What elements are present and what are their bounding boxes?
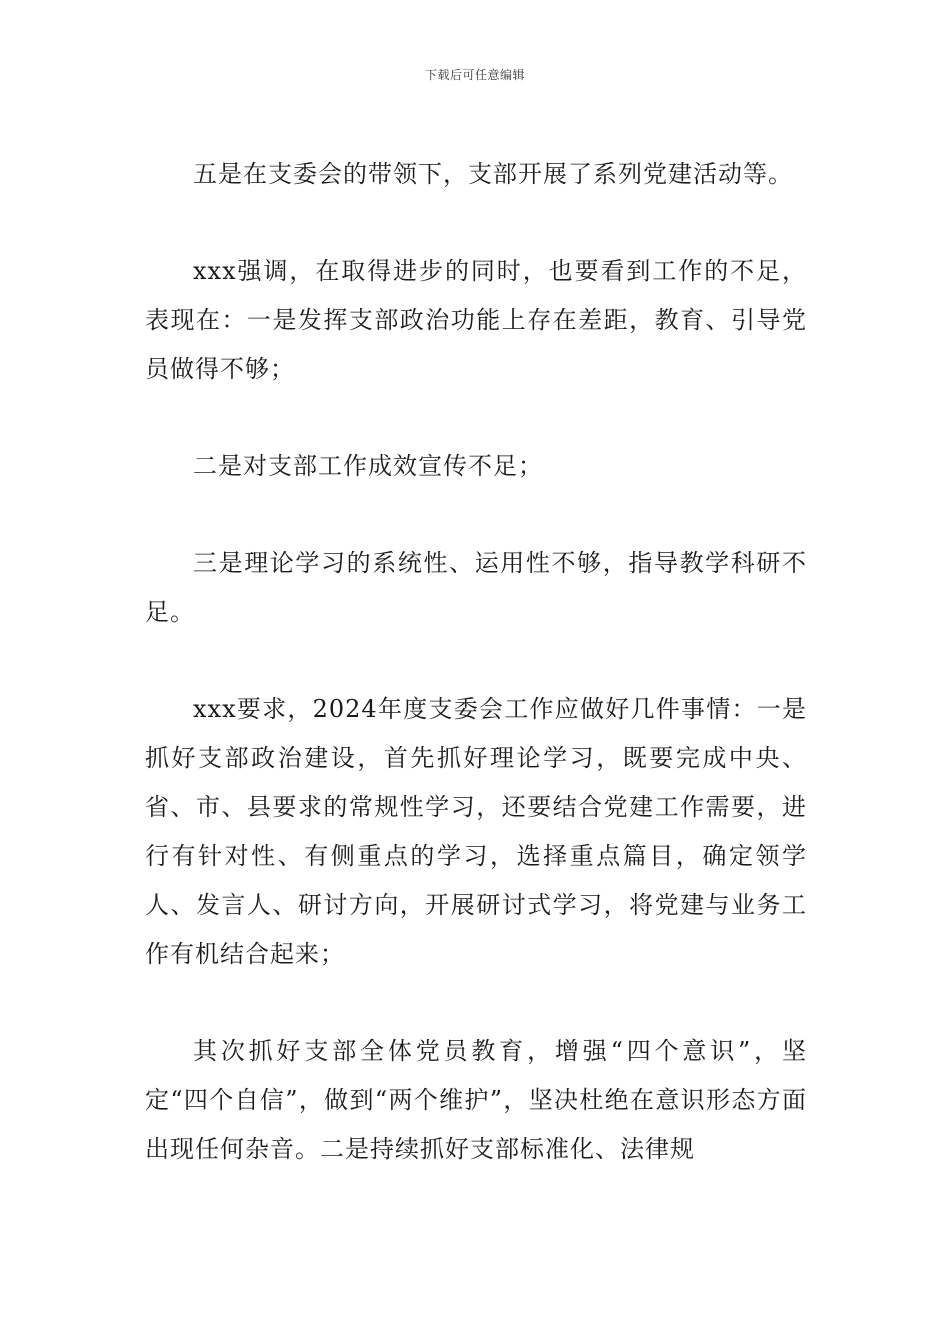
download-edit-note: 下载后可任意编辑 xyxy=(424,68,525,82)
paragraph-shortcomings: xxx强调，在取得进步的同时，也要看到工作的不足，表现在：一是发挥支部政治功能上存在差距，教育、引导党员做得不够； xyxy=(145,257,807,383)
paragraph-theory-study: 三是理论学习的系统性、运用性不够，指导教学科研不足。 xyxy=(145,549,807,626)
paragraph-member-education: 其次抓好支部全体党员教育，增强“四个意识”，坚定“四个自信”，做到“两个维护”，坚决杜绝在意识形态方面出现任何杂音。二是持续抓好支部标准化、法律规 xyxy=(145,1037,807,1163)
paragraph-activities: 五是在支委会的带领下，支部开展了系列党建活动等。 xyxy=(193,160,793,188)
document-body xyxy=(145,150,807,1222)
paragraph-publicity: 二是对支部工作成效宣传不足； xyxy=(193,452,543,480)
paragraph-requirements: xxx要求，2024年度支委会工作应做好几件事情：一是抓好支部政治建设，首先抓好理论学习，既要完成中央、省、市、县要求的常规性学习，还要结合党建工作需要，进行有针对性、有侧重点的学习，选择重点篇目，确定领学人、发言人、研讨方向，开展研讨式学习，将党建与业务工作有机结合起来； xyxy=(145,695,807,968)
